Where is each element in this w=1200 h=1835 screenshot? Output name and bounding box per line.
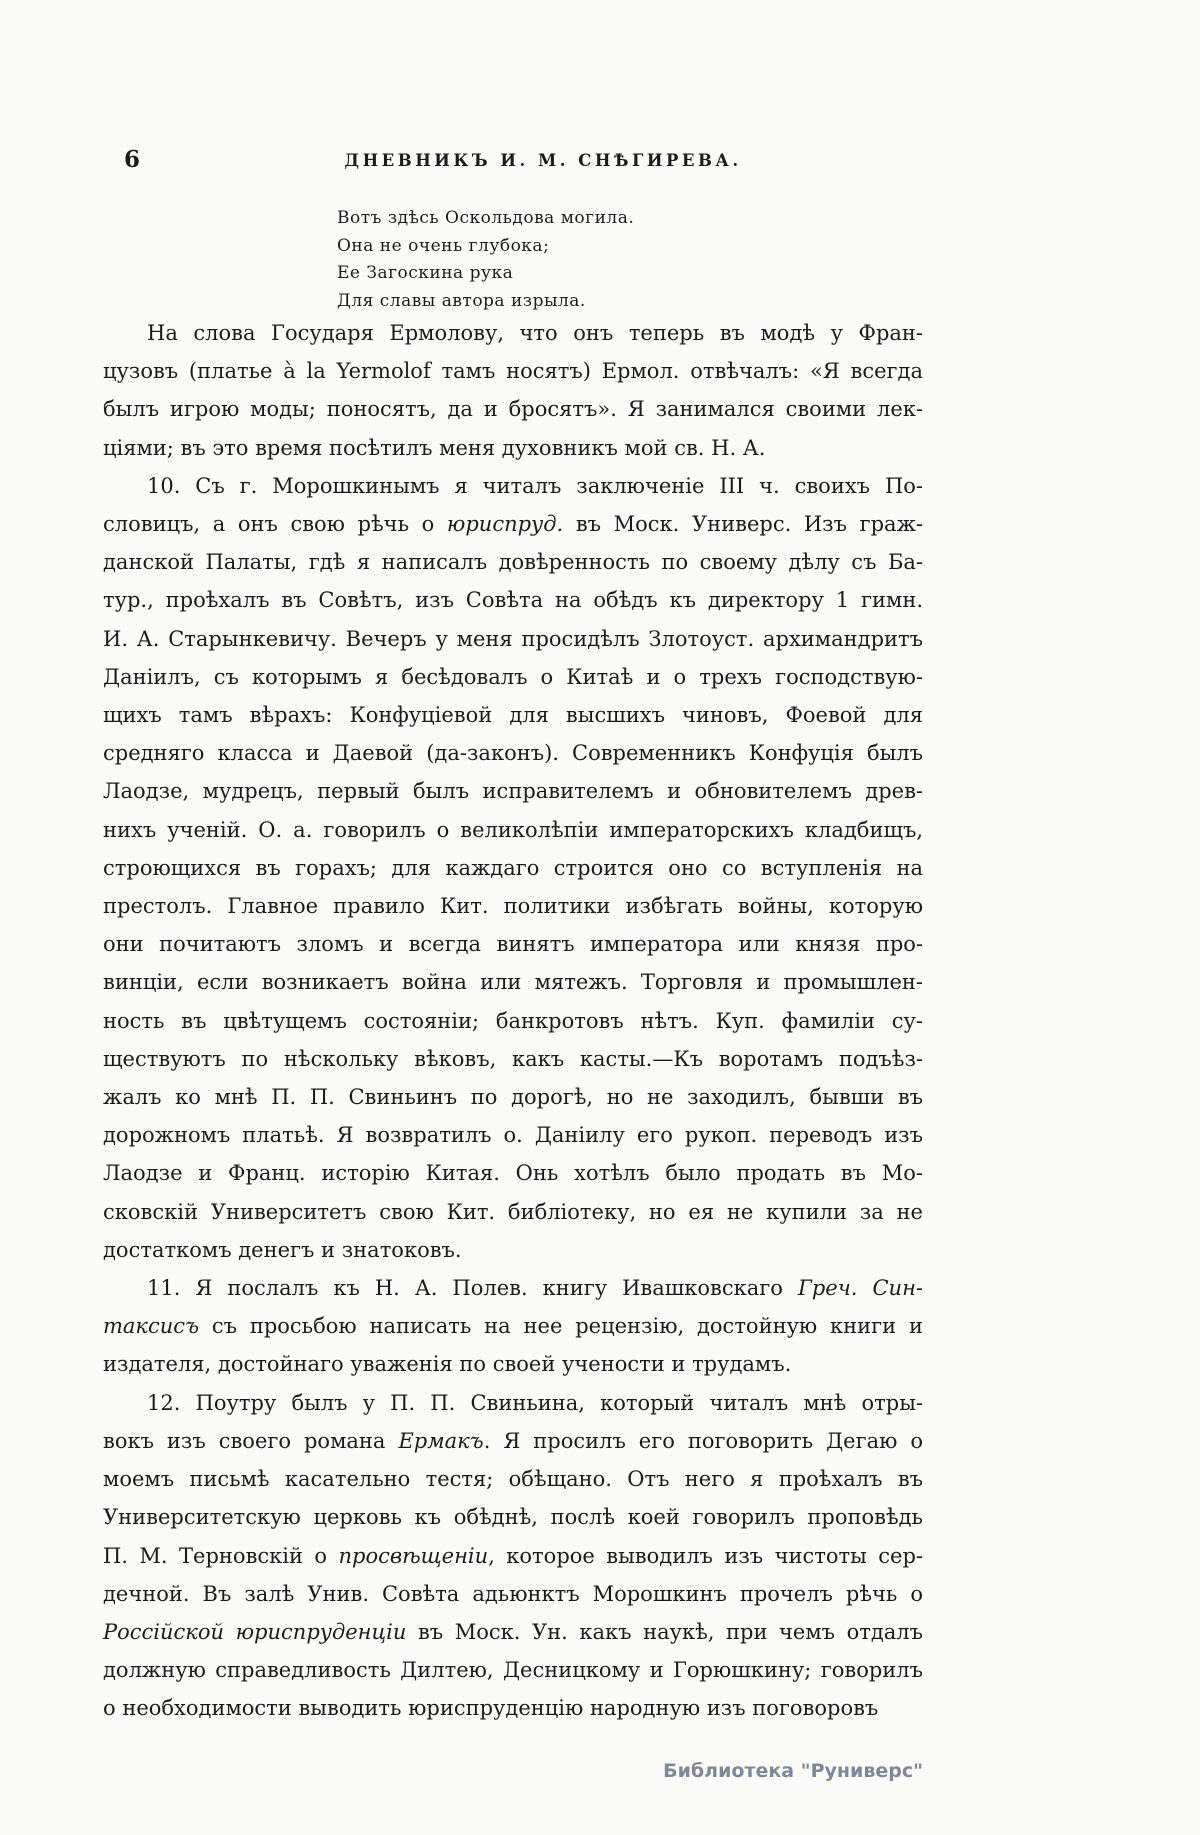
- text-line: дорожномъ платьѣ. Я возвратилъ о. Даніилу его рукоп. переводъ изъ: [103, 1123, 923, 1148]
- text-line: Даніилъ, съ которымъ я бесѣдовалъ о Китаѣ и о трехъ господствую-: [103, 664, 923, 689]
- text-line: должную справедливость Дилтею, Десницкому и Горюшкину; говорилъ: [103, 1658, 923, 1683]
- running-title: ДНЕВНИКЪ И. М. СНѢГИРЕВА.: [344, 151, 742, 170]
- epigraph-verse: [337, 205, 634, 315]
- page-number: 6: [124, 146, 141, 173]
- text-line: 12. Поутру былъ у П. П. Свиньина, который читалъ мнѣ отры-: [147, 1390, 923, 1415]
- text-line: таксисъ съ просьбою написать на нее рецензію, достойную книги и: [103, 1314, 923, 1339]
- text-line: Лаодзе, мудрецъ, первый былъ исправителемъ и обновителемъ древ-: [103, 779, 923, 804]
- verse-line: Вотъ здѣсь Оскольдова могила.: [337, 208, 635, 228]
- text-line: 10. Съ г. Морошкинымъ я читалъ заключеніе III ч. своихъ По-: [147, 473, 923, 498]
- text-line: вокъ изъ своего романа Ермакъ. Я просилъ его поговорить Дегаю о: [103, 1428, 923, 1453]
- text-line: цузовъ (платье à la Yermolof тамъ носятъ) Ермол. отвѣчалъ: «Я всегда: [103, 359, 923, 384]
- text-line: П. М. Терновскій о просвѣщеніи, которое выводилъ изъ чистоты сер-: [103, 1543, 923, 1568]
- text-line: былъ игрою моды; поносятъ, да и бросятъ». Я занимался своими лек-: [103, 397, 923, 422]
- text-line: тур., проѣхалъ въ Совѣтъ, изъ Совѣта на обѣдъ къ директору 1 гимн.: [103, 588, 923, 613]
- text-line: И. А. Старынкевичу. Вечеръ у меня просидѣлъ Злотоуст. архимандритъ: [103, 626, 923, 651]
- text-line: 11. Я послалъ къ Н. А. Полев. книгу Ивашковскаго Греч. Син-: [147, 1276, 923, 1301]
- verse-line: Она не очень глубока;: [337, 235, 550, 256]
- text-line: средняго класса и Даевой (да-законъ). Современникъ Конфуція былъ: [103, 741, 923, 766]
- text-line: они почитаютъ зломъ и всегда винятъ императора или князя про-: [103, 932, 923, 957]
- verse-line: Ее Загоскина рука: [337, 263, 514, 283]
- diary-text: [103, 314, 923, 1728]
- text-line: винціи, если возникаетъ война или мятежъ. Торговля и промышлен-: [103, 970, 923, 995]
- text-line: Университетскую церковь къ обѣднѣ, послѣ коей говорилъ проповѣдь: [103, 1505, 923, 1530]
- text-line: престолъ. Главное правило Кит. политики избѣгать войны, которую: [103, 894, 923, 919]
- text-line: ность въ цвѣтущемъ состояніи; банкротовъ нѣтъ. Куп. фамиліи су-: [103, 1008, 923, 1033]
- text-line: щихъ тамъ вѣрахъ: Конфуціевой для высшихъ чиновъ, Фоевой для: [103, 703, 923, 728]
- text-line: нихъ ученій. О. а. говорилъ о великолѣпіи императорскихъ кладбищъ,: [103, 817, 923, 842]
- text-line: издателя, достойнаго уваженія по своей учености и трудамъ.: [103, 1352, 792, 1377]
- text-line: словицъ, а онъ свою рѣчь о юриспруд. въ Моск. Универс. Изъ граж-: [103, 512, 923, 537]
- text-line: дечной. Въ залѣ Унив. Совѣта адьюнктъ Морошкинъ прочелъ рѣчь о: [103, 1581, 923, 1606]
- text-line: ціями; въ это время посѣтилъ меня духовникъ мой св. Н. А.: [103, 435, 766, 460]
- text-line: о необходимости выводить юриспруденцію народную изъ поговоровъ: [103, 1696, 879, 1721]
- library-watermark: Библиотека "Руниверс": [663, 1760, 923, 1782]
- text-line: Лаодзе и Франц. исторію Китая. Онь хотѣлъ было продать въ Мо-: [103, 1161, 923, 1186]
- text-line: моемъ письмѣ касательно тестя; обѣщано. Отъ него я проѣхалъ въ: [103, 1467, 923, 1492]
- text-line: На слова Государя Ермолову, что онъ теперь въ модѣ у Фран-: [147, 321, 923, 345]
- text-line: Россійской юриспруденціи въ Моск. Ун. какъ наукѣ, при чемъ отдалъ: [103, 1619, 923, 1644]
- text-line: сковскій Университетъ свою Кит. библіотеку, но ея не купили за не: [103, 1199, 923, 1224]
- text-line: данской Палаты, гдѣ я написалъ довѣренность по своему дѣлу съ Ба-: [103, 550, 923, 575]
- text-line: ществуютъ по нѣскольку вѣковъ, какъ касты.—Къ воротамъ подъѣз-: [103, 1046, 923, 1071]
- verse-line: Для славы автора изрыла.: [337, 290, 586, 311]
- text-line: строющихся въ горахъ; для каждаго строится оно со вступленія на: [103, 855, 923, 880]
- text-line: достаткомъ денегъ и знатоковъ.: [103, 1237, 462, 1262]
- text-line: жалъ ко мнѣ П. П. Свиньинъ по дорогѣ, но не заходилъ, бывши въ: [103, 1085, 923, 1110]
